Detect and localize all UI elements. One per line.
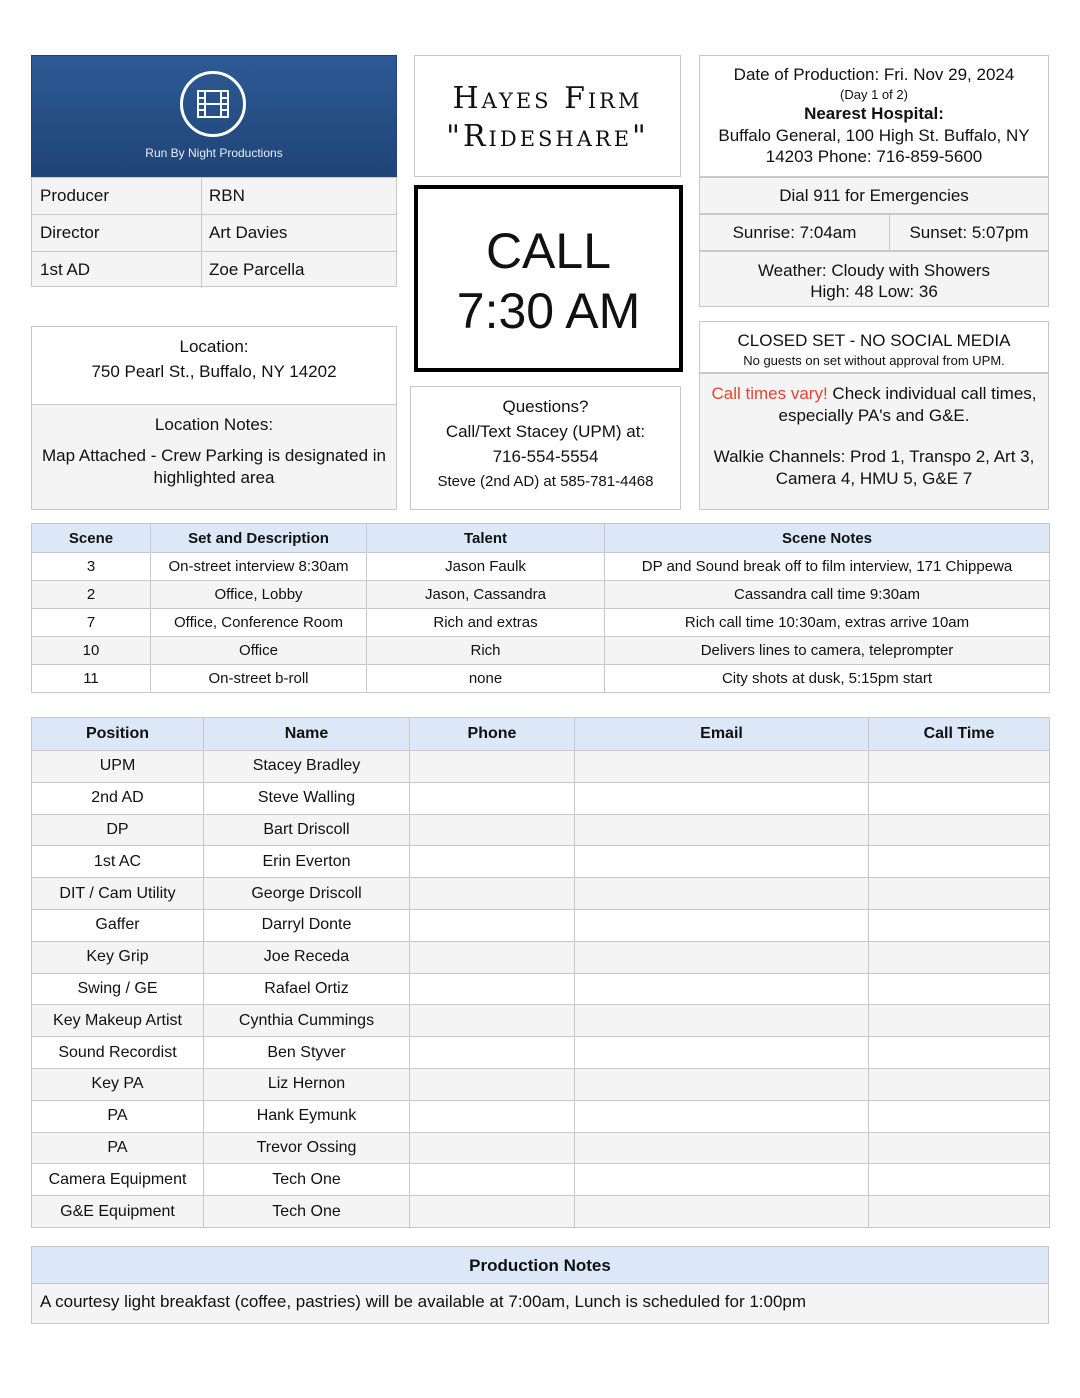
call-time-value: 7:30 AM xyxy=(456,283,641,339)
location-notes-text: Map Attached - Crew Parking is designated in highlighted area xyxy=(42,446,386,487)
crew-email xyxy=(575,782,869,814)
table-header-row xyxy=(32,718,1050,751)
table-row xyxy=(32,1164,1050,1196)
scene-talent: Rich xyxy=(367,637,605,665)
scene-notes: DP and Sound break off to film interview, 171 Chippewa xyxy=(605,553,1050,581)
company-logo-panel xyxy=(31,55,397,177)
key-crew-role: Producer xyxy=(32,178,202,214)
column-header-name: Name xyxy=(204,718,410,751)
scene-talent: none xyxy=(367,665,605,693)
key-crew-row xyxy=(32,215,396,252)
call-times-warning: Call times vary! xyxy=(711,384,828,403)
key-crew-name: Zoe Parcella xyxy=(209,260,305,279)
crew-call-time xyxy=(869,909,1050,941)
crew-phone xyxy=(410,814,575,846)
crew-name: Bart Driscoll xyxy=(204,814,410,846)
crew-phone xyxy=(410,973,575,1005)
weather-panel xyxy=(699,251,1049,307)
location-panel xyxy=(31,326,397,405)
location-notes-label: Location Notes: xyxy=(154,415,274,434)
production-notes-panel xyxy=(31,1246,1049,1324)
table-row xyxy=(32,665,1050,693)
day-count: (Day 1 of 2) xyxy=(840,87,908,102)
crew-position: DP xyxy=(32,814,204,846)
table-row xyxy=(32,878,1050,910)
crew-contact-table xyxy=(31,717,1050,1228)
crew-email xyxy=(575,751,869,783)
scene-number: 7 xyxy=(32,609,151,637)
crew-call-time xyxy=(869,941,1050,973)
table-row xyxy=(32,846,1050,878)
crew-name: Stacey Bradley xyxy=(204,751,410,783)
crew-position: Swing / GE xyxy=(32,973,204,1005)
crew-name: Rafael Ortiz xyxy=(204,973,410,1005)
key-crew-role: Director xyxy=(32,215,202,251)
questions-phone: 716-554-5554 xyxy=(492,447,599,466)
crew-name: George Driscoll xyxy=(204,878,410,910)
table-row xyxy=(32,609,1050,637)
crew-phone xyxy=(410,941,575,973)
scene-talent: Rich and extras xyxy=(367,609,605,637)
key-crew-row xyxy=(32,252,396,288)
crew-position: PA xyxy=(32,1132,204,1164)
column-header-scene: Scene xyxy=(32,524,151,553)
scene-notes: Rich call time 10:30am, extras arrive 10am xyxy=(605,609,1050,637)
crew-position: Key Grip xyxy=(32,941,204,973)
crew-email xyxy=(575,941,869,973)
crew-call-time xyxy=(869,751,1050,783)
scene-schedule-table xyxy=(31,523,1050,693)
table-row xyxy=(32,581,1050,609)
table-row xyxy=(32,782,1050,814)
table-row xyxy=(32,941,1050,973)
column-header-notes: Scene Notes xyxy=(605,524,1050,553)
crew-position: Key Makeup Artist xyxy=(32,1005,204,1037)
crew-call-time xyxy=(869,782,1050,814)
walkie-channels: Walkie Channels: Prod 1, Transpo 2, Art 3, Camera 4, HMU 5, G&E 7 xyxy=(713,447,1035,488)
questions-label: Questions? xyxy=(502,397,589,416)
crew-email xyxy=(575,1164,869,1196)
scene-talent: Jason Faulk xyxy=(367,553,605,581)
crew-position: PA xyxy=(32,1100,204,1132)
key-crew-name: RBN xyxy=(209,186,245,205)
crew-name: Liz Hernon xyxy=(204,1068,410,1100)
crew-name: Trevor Ossing xyxy=(204,1132,410,1164)
crew-phone xyxy=(410,909,575,941)
company-name: Run By Night Productions xyxy=(145,146,283,160)
crew-email xyxy=(575,878,869,910)
scene-set: Office, Lobby xyxy=(151,581,367,609)
crew-call-time xyxy=(869,1005,1050,1037)
table-row xyxy=(32,1196,1050,1228)
crew-position: Sound Recordist xyxy=(32,1037,204,1069)
questions-contact: Call/Text Stacey (UPM) at: xyxy=(445,422,646,441)
crew-call-time xyxy=(869,846,1050,878)
scene-set: Office, Conference Room xyxy=(151,609,367,637)
column-header-email: Email xyxy=(575,718,869,751)
weather-conditions: Weather: Cloudy with Showers xyxy=(757,261,991,280)
crew-phone xyxy=(410,751,575,783)
film-reel-icon xyxy=(180,71,246,137)
production-title-panel xyxy=(414,55,681,177)
table-header-row xyxy=(32,524,1050,553)
table-row xyxy=(32,1100,1050,1132)
crew-email xyxy=(575,1196,869,1228)
title-line-2: "Rideshare" xyxy=(446,119,649,154)
crew-call-time xyxy=(869,814,1050,846)
scene-number: 2 xyxy=(32,581,151,609)
crew-call-time xyxy=(869,1100,1050,1132)
column-header-set: Set and Description xyxy=(151,524,367,553)
column-header-position: Position xyxy=(32,718,204,751)
table-row xyxy=(32,751,1050,783)
crew-position: Key PA xyxy=(32,1068,204,1100)
location-notes-panel xyxy=(31,404,397,510)
crew-position: 2nd AD xyxy=(32,782,204,814)
crew-position: 1st AC xyxy=(32,846,204,878)
crew-phone xyxy=(410,1196,575,1228)
scene-number: 11 xyxy=(32,665,151,693)
crew-email xyxy=(575,1068,869,1100)
crew-name: Tech One xyxy=(204,1196,410,1228)
crew-call-time xyxy=(869,878,1050,910)
hospital-address: Buffalo General, 100 High St. Buffalo, NY 14203 Phone: 716-859-5600 xyxy=(718,126,1030,166)
questions-panel xyxy=(410,386,681,510)
sunset-time: Sunset: 5:07pm xyxy=(909,223,1029,242)
key-crew-row xyxy=(32,178,396,215)
key-crew-name: Art Davies xyxy=(209,223,288,242)
closed-set-title: CLOSED SET - NO SOCIAL MEDIA xyxy=(737,331,1011,350)
scene-set: On-street interview 8:30am xyxy=(151,553,367,581)
crew-position: DIT / Cam Utility xyxy=(32,878,204,910)
crew-phone xyxy=(410,1132,575,1164)
call-times-note xyxy=(710,383,1038,427)
location-label: Location: xyxy=(179,337,249,356)
key-crew-role: 1st AD xyxy=(32,252,202,288)
crew-phone xyxy=(410,782,575,814)
table-row xyxy=(32,637,1050,665)
crew-email xyxy=(575,1005,869,1037)
crew-name: Darryl Donte xyxy=(204,909,410,941)
scene-notes: Delivers lines to camera, teleprompter xyxy=(605,637,1050,665)
crew-name: Hank Eymunk xyxy=(204,1100,410,1132)
weather-temps: High: 48 Low: 36 xyxy=(810,282,938,301)
sun-times xyxy=(699,214,1049,251)
crew-phone xyxy=(410,1068,575,1100)
scene-set: Office xyxy=(151,637,367,665)
sunrise-time: Sunrise: 7:04am xyxy=(700,215,890,250)
crew-email xyxy=(575,846,869,878)
hospital-label: Nearest Hospital: xyxy=(804,104,944,123)
scene-number: 3 xyxy=(32,553,151,581)
crew-position: Camera Equipment xyxy=(32,1164,204,1196)
closed-set-notice xyxy=(699,321,1049,373)
table-row xyxy=(32,1037,1050,1069)
column-header-call-time: Call Time xyxy=(869,718,1050,751)
call-time-box xyxy=(414,185,683,372)
crew-phone xyxy=(410,846,575,878)
table-row xyxy=(32,553,1050,581)
emergency-notice: Dial 911 for Emergencies xyxy=(699,177,1049,214)
table-row xyxy=(32,973,1050,1005)
crew-position: UPM xyxy=(32,751,204,783)
scene-notes: Cassandra call time 9:30am xyxy=(605,581,1050,609)
crew-call-time xyxy=(869,1132,1050,1164)
production-date: Date of Production: Fri. Nov 29, 2024 xyxy=(733,65,1015,84)
table-row xyxy=(32,814,1050,846)
crew-name: Ben Styver xyxy=(204,1037,410,1069)
scene-set: On-street b-roll xyxy=(151,665,367,693)
call-times-text: Check individual call times, especially PA's and G&E. xyxy=(778,384,1037,425)
crew-phone xyxy=(410,878,575,910)
crew-call-time xyxy=(869,1164,1050,1196)
call-time xyxy=(418,221,679,341)
crew-email xyxy=(575,814,869,846)
crew-name: Steve Walling xyxy=(204,782,410,814)
column-header-talent: Talent xyxy=(367,524,605,553)
crew-call-time xyxy=(869,1196,1050,1228)
location-address: 750 Pearl St., Buffalo, NY 14202 xyxy=(91,362,337,381)
call-label: CALL xyxy=(485,223,612,279)
crew-call-time xyxy=(869,1037,1050,1069)
crew-call-time xyxy=(869,973,1050,1005)
table-row xyxy=(32,1068,1050,1100)
crew-email xyxy=(575,909,869,941)
table-row xyxy=(32,909,1050,941)
table-row xyxy=(32,1132,1050,1164)
table-row xyxy=(32,1005,1050,1037)
crew-position: Gaffer xyxy=(32,909,204,941)
production-notes-text: A courtesy light breakfast (coffee, pastries) will be available at 7:00am, Lunch is scheduled for 1:00pm xyxy=(32,1284,1048,1323)
crew-phone xyxy=(410,1005,575,1037)
crew-email xyxy=(575,1100,869,1132)
production-title xyxy=(415,80,680,156)
crew-name: Tech One xyxy=(204,1164,410,1196)
crew-email xyxy=(575,973,869,1005)
crew-phone xyxy=(410,1037,575,1069)
crew-name: Erin Everton xyxy=(204,846,410,878)
date-hospital-panel xyxy=(699,55,1049,177)
crew-email xyxy=(575,1132,869,1164)
title-line-1: Hayes Firm xyxy=(452,81,643,116)
production-notes-label: Production Notes xyxy=(32,1247,1048,1284)
crew-position: G&E Equipment xyxy=(32,1196,204,1228)
questions-alt-contact: Steve (2nd AD) at 585-781-4468 xyxy=(437,473,654,490)
scene-notes: City shots at dusk, 5:15pm start xyxy=(605,665,1050,693)
scene-number: 10 xyxy=(32,637,151,665)
crew-call-time xyxy=(869,1068,1050,1100)
scene-talent: Jason, Cassandra xyxy=(367,581,605,609)
crew-name: Joe Receda xyxy=(204,941,410,973)
key-crew-table xyxy=(31,177,397,287)
column-header-phone: Phone xyxy=(410,718,575,751)
crew-email xyxy=(575,1037,869,1069)
crew-name: Cynthia Cummings xyxy=(204,1005,410,1037)
call-notes-panel xyxy=(699,373,1049,510)
crew-phone xyxy=(410,1164,575,1196)
crew-phone xyxy=(410,1100,575,1132)
closed-set-subtitle: No guests on set without approval from UPM. xyxy=(743,353,1005,368)
